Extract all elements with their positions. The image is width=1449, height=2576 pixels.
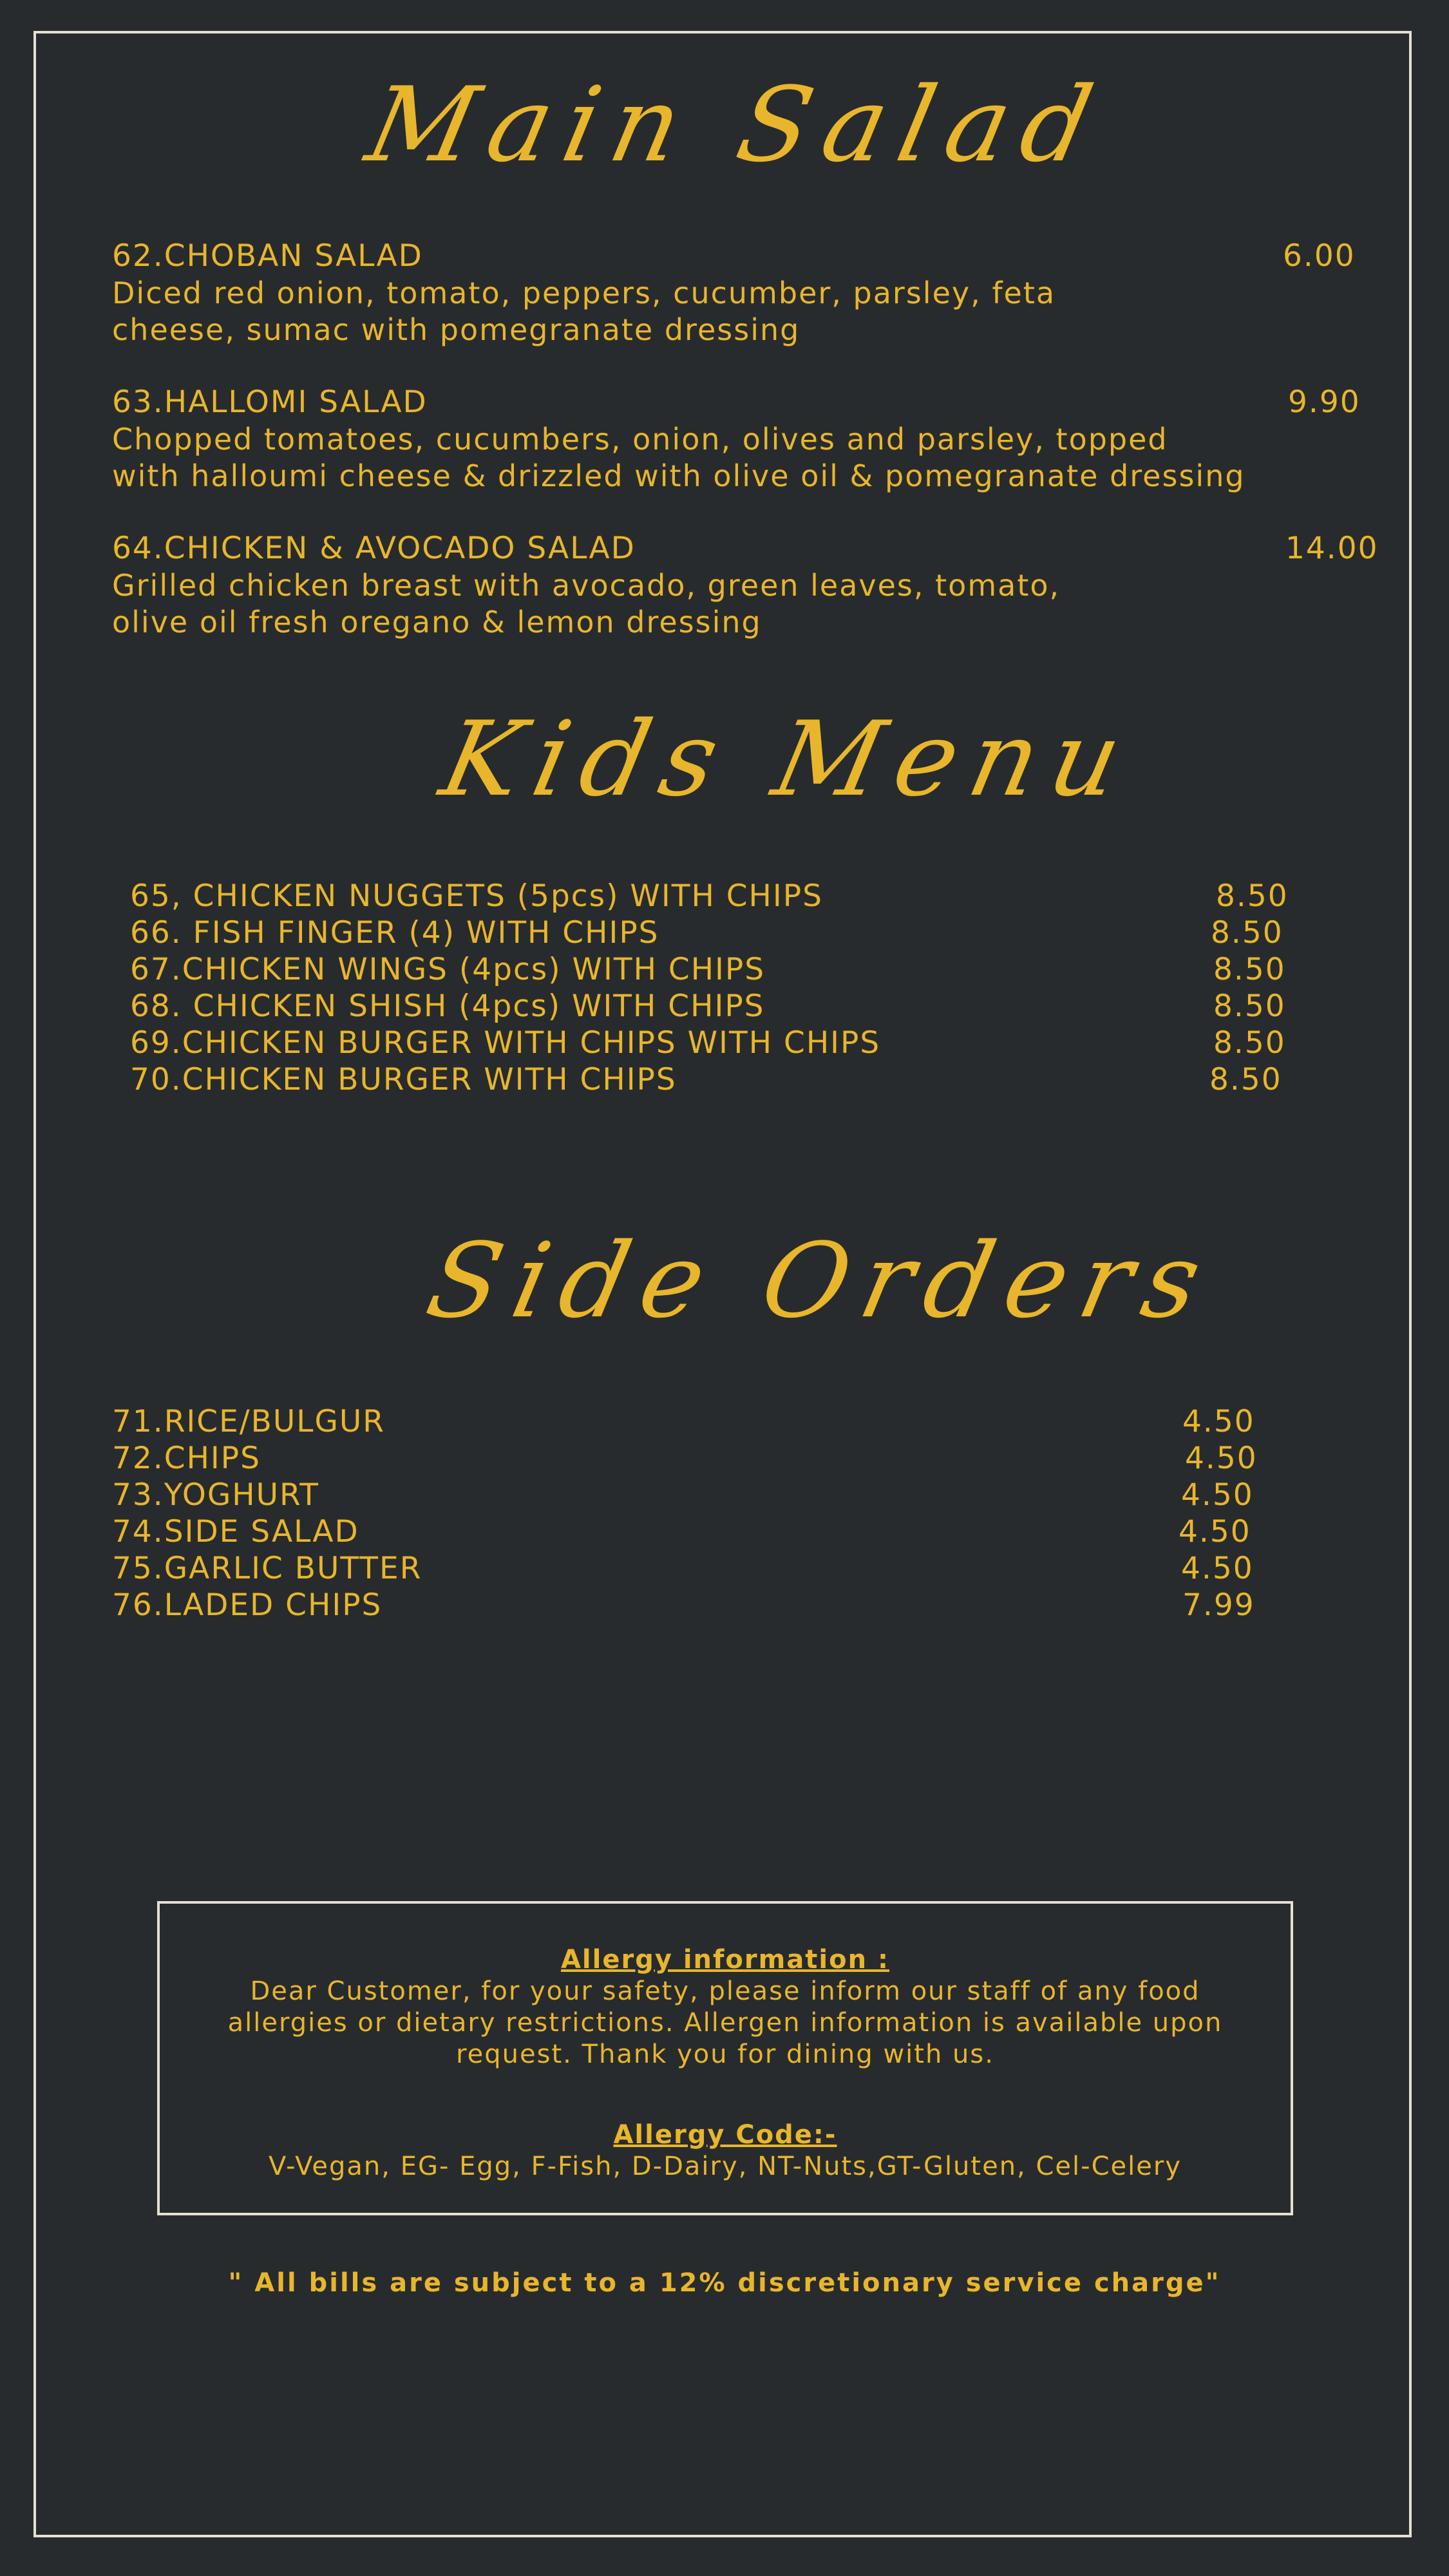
service-charge-note: " All bills are subject to a 12% discretionary service charge" <box>228 2268 1221 2298</box>
item-price: 4.50 <box>1179 1514 1251 1549</box>
menu-item <box>112 1441 1271 1477</box>
item-description <box>112 275 1056 348</box>
description-line: cheese, sumac with pomegranate dressing <box>112 312 800 347</box>
section-title-main-salad: Main Salad <box>357 64 1117 185</box>
menu-item <box>130 878 1289 915</box>
item-name: 65, CHICKEN NUGGETS (5pcs) WITH CHIPS <box>130 878 823 914</box>
item-price: 4.50 <box>1182 1404 1255 1439</box>
item-name: 64.CHICKEN & AVOCADO SALAD <box>112 531 636 566</box>
item-name: 73.YOGHURT <box>112 1477 319 1513</box>
menu-item <box>130 1062 1289 1099</box>
item-price: 8.50 <box>1213 952 1286 987</box>
description-line: Grilled chicken breast with avocado, green leaves, tomato, <box>112 568 1061 603</box>
section-title-kids-menu: Kids Menu <box>431 699 1146 819</box>
section-title-side-orders: Side Orders <box>417 1220 1225 1341</box>
item-price: 4.50 <box>1181 1477 1254 1513</box>
item-name: 74.SIDE SALAD <box>112 1514 359 1549</box>
allergy-info-text <box>160 1976 1291 2070</box>
description-line: Chopped tomatoes, cucumbers, onion, olives and parsley, topped <box>112 422 1168 457</box>
item-name: 66. FISH FINGER (4) WITH CHIPS <box>130 915 659 951</box>
menu-item <box>112 1514 1271 1551</box>
item-price: 8.50 <box>1213 989 1286 1024</box>
item-name: 68. CHICKEN SHISH (4pcs) WITH CHIPS <box>130 989 765 1024</box>
item-price: 7.99 <box>1182 1587 1255 1623</box>
item-name: 70.CHICKEN BURGER WITH CHIPS <box>130 1062 677 1097</box>
menu-item <box>112 1404 1271 1441</box>
item-name: 75.GARLIC BUTTER <box>112 1551 422 1586</box>
allergy-info-line: request. Thank you for dining with us. <box>456 2040 994 2069</box>
item-name: 76.LADED CHIPS <box>112 1587 383 1623</box>
menu-item <box>130 989 1289 1025</box>
item-price: 8.50 <box>1216 878 1289 914</box>
menu-item <box>130 915 1289 952</box>
menu-item <box>112 1477 1271 1514</box>
item-description <box>112 567 1060 641</box>
allergy-info-line: Dear Customer, for your safety, please inform our staff of any food <box>250 1976 1200 2006</box>
item-price: 9.90 <box>1288 384 1361 420</box>
item-price: 6.00 <box>1283 238 1356 274</box>
allergy-info-box <box>157 1901 1293 2215</box>
item-name: 67.CHICKEN WINGS (4pcs) WITH CHIPS <box>130 952 766 987</box>
menu-item <box>112 1587 1271 1624</box>
item-description <box>112 421 1245 495</box>
description-line: with halloumi cheese & drizzled with olive oil & pomegranate dressing <box>112 459 1245 493</box>
item-price: 8.50 <box>1211 915 1283 951</box>
item-name: 69.CHICKEN BURGER WITH CHIPS WITH CHIPS <box>130 1025 881 1061</box>
item-name: 63.HALLOMI SALAD <box>112 384 428 420</box>
menu-item <box>112 1551 1271 1587</box>
allergy-info-line: allergies or dietary restrictions. Allergen information is available upon <box>227 2008 1223 2038</box>
menu-item <box>130 1025 1289 1062</box>
item-price: 14.00 <box>1285 531 1379 566</box>
item-price: 8.50 <box>1213 1025 1286 1061</box>
allergy-code-heading: Allergy Code:- <box>613 2120 837 2150</box>
description-line: olive oil fresh oregano & lemon dressing <box>112 605 762 639</box>
item-name: 62.CHOBAN SALAD <box>112 238 423 274</box>
menu-item <box>130 952 1289 989</box>
item-price: 8.50 <box>1209 1062 1282 1097</box>
item-price: 4.50 <box>1181 1551 1254 1586</box>
item-name: 71.RICE/BULGUR <box>112 1404 385 1439</box>
allergy-code-text: V-Vegan, EG- Egg, F-Fish, D-Dairy, NT-Nuts,GT-Gluten, Cel-Celery <box>269 2152 1182 2181</box>
item-name: 72.CHIPS <box>112 1441 261 1476</box>
allergy-info-heading: Allergy information : <box>560 1945 890 1975</box>
item-price: 4.50 <box>1185 1441 1258 1476</box>
description-line: Diced red onion, tomato, peppers, cucumber, parsley, feta <box>112 276 1056 310</box>
